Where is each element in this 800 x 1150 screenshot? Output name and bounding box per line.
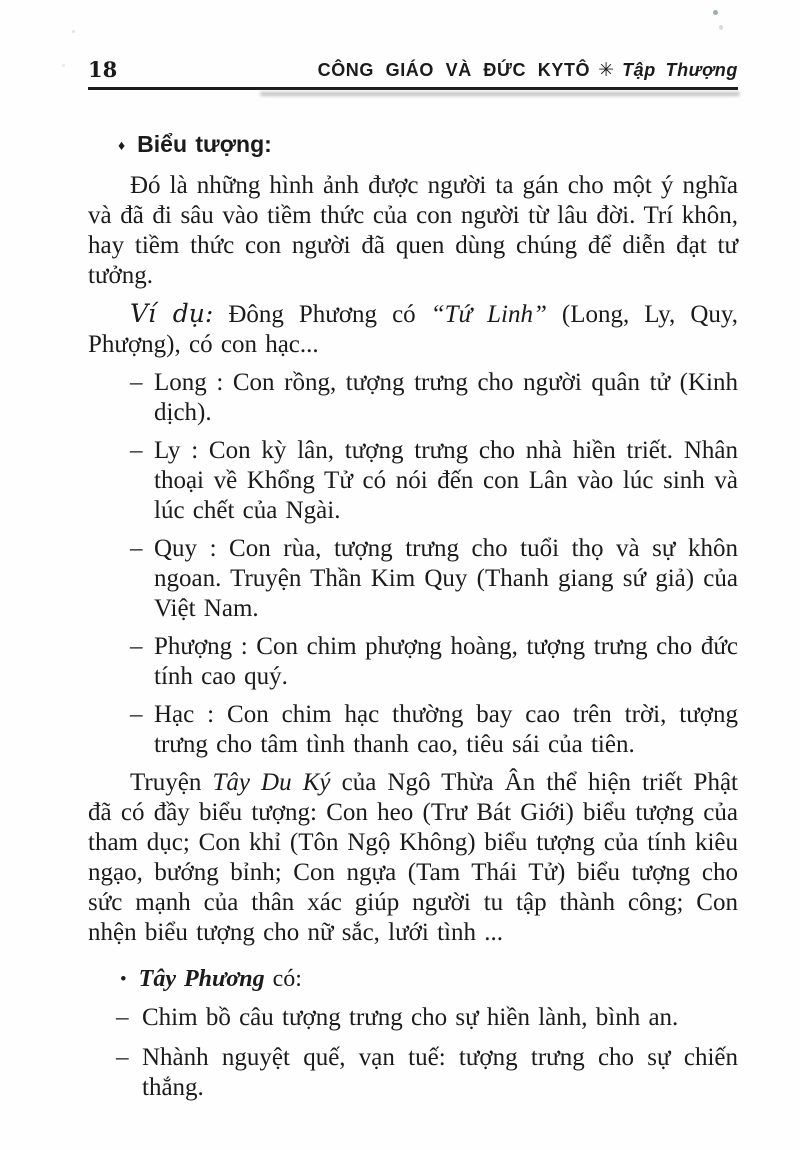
scan-speck xyxy=(62,64,65,67)
page-number: 18 xyxy=(88,57,118,82)
list-item-text: Hạc : Con chim hạc thường bay cao trên trời, tượng trưng cho tâm tình thanh cao, tiêu sái của tiên. xyxy=(154,701,738,758)
dash-bullet: – xyxy=(130,535,143,562)
four-sacred-animals-list xyxy=(88,368,738,760)
diamond-bullet-icon: ♦ xyxy=(118,137,126,153)
list-item-dove xyxy=(116,1003,738,1033)
list-item-text: Nhành nguyệt quế, vạn tuế: tượng trưng cho sự chiến thắng. xyxy=(142,1044,738,1101)
dash-bullet: – xyxy=(130,369,143,396)
tu-linh-quote: “Tứ Linh” xyxy=(430,301,547,328)
list-item-text: Ly : Con kỳ lân, tượng trưng cho nhà hiền triết. Nhân thoại về Khổng Tử có nói đến con Lân vào lúc sinh và lúc chết của Ngài. xyxy=(154,437,738,524)
dash-bullet: – xyxy=(130,701,143,728)
section-heading-tay-phuong xyxy=(120,964,738,995)
paragraph-definition: Đó là những hình ảnh được người ta gán cho một ý nghĩa và đã đi sâu vào tiềm thức của con người từ lâu đời. Trí khôn, hay tiềm thức con người đã quen dùng chúng để diễn đạt tư tưởng. xyxy=(88,172,738,289)
scan-smudge xyxy=(260,92,740,96)
header-title: CÔNG GIÁO VÀ ĐỨC KYTÔ xyxy=(317,60,591,80)
section-heading-label: Biểu tượng: xyxy=(137,131,272,157)
dash-bullet: – xyxy=(130,437,143,464)
tay-phuong-label: Tây Phương xyxy=(138,966,265,992)
list-item-quy xyxy=(130,534,738,624)
scan-speck xyxy=(72,30,75,33)
example-lead: Ví dụ: xyxy=(130,299,214,328)
list-item-ly xyxy=(130,436,738,526)
example-mid: Đông Phương có xyxy=(213,301,431,328)
list-item-text: Chim bồ câu tượng trưng cho sự hiền lành, bình an. xyxy=(142,1004,679,1031)
dash-bullet: – xyxy=(116,1004,129,1031)
dash-bullet: – xyxy=(130,633,143,660)
list-item-text: Long : Con rồng, tượng trưng cho người quân tử (Kinh dịch). xyxy=(154,369,738,426)
asterisk-ornament-icon: ✳ xyxy=(598,60,615,81)
page-body xyxy=(88,124,738,1113)
tay-du-ky-title: Tây Du Ký xyxy=(212,769,331,796)
scan-speck xyxy=(713,10,718,15)
list-item-hac xyxy=(130,700,738,760)
paragraph-example xyxy=(88,299,738,360)
list-item-long xyxy=(130,368,738,428)
list-item-phuong xyxy=(130,632,738,692)
list-item-text: Quy : Con rùa, tượng trưng cho tuổi thọ và sự khôn ngoan. Truyện Thần Kim Quy (Thanh giang sứ giả) của Việt Nam. xyxy=(154,535,738,622)
scan-speck xyxy=(719,25,723,30)
tay-du-ky-after: của Ngô Thừa Ân thể hiện triết Phật đã có đầy biểu tượng: Con heo (Trư Bát Giới) biểu tượng của tham dục; Con khỉ (Tôn Ngộ Không) biểu tượng của tính kiêu ngạo, bướng bỉnh; Con ngựa (Tam Thái Tử) biểu tượng cho sức mạnh của thân xác giúp người tu tập thành công; Con nhện biểu tượng cho nữ sắc, lưới tình ... xyxy=(88,769,738,946)
tay-phuong-suffix: có: xyxy=(264,966,302,992)
dash-bullet: – xyxy=(116,1044,129,1071)
paragraph-tay-du-ky xyxy=(88,768,738,948)
list-item-text: Phượng : Con chim phượng hoàng, tượng trưng cho đức tính cao quý. xyxy=(154,633,738,690)
header-title-group xyxy=(318,59,738,82)
tay-du-ky-before: Truyện xyxy=(130,769,213,796)
volume-label: Tập Thượng xyxy=(622,60,738,80)
list-item-laurel xyxy=(116,1043,738,1103)
running-header xyxy=(88,58,738,90)
circle-bullet-icon: • xyxy=(120,969,127,990)
western-symbols-list xyxy=(88,1003,738,1103)
example-tail: (Long, Ly, Quy, Phượng), có con hạc... xyxy=(88,301,738,358)
section-heading-bieu-tuong xyxy=(118,130,738,159)
